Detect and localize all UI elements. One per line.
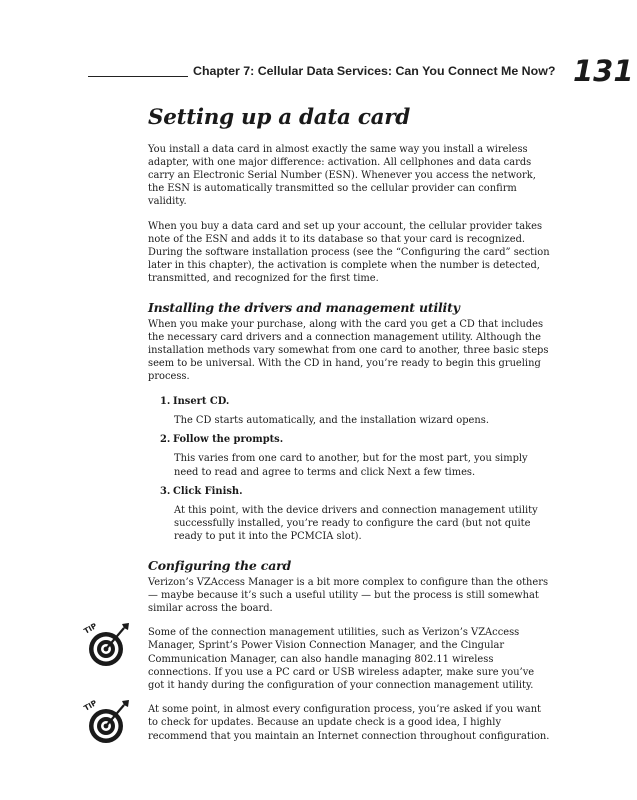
step-label: Follow the prompts. — [173, 434, 284, 446]
tip-block — [82, 698, 552, 743]
step-detail: The CD starts automatically, and the installation wizard opens. — [174, 414, 489, 426]
tip-target-icon — [82, 620, 132, 670]
step-label: Insert CD. — [173, 395, 230, 407]
step-number: 2. — [160, 434, 171, 446]
step-item — [148, 395, 552, 427]
tip-icon-label: TIP — [82, 698, 99, 713]
header-rule — [88, 76, 188, 77]
step-label: Click Finish. — [173, 485, 243, 497]
running-header: Chapter 7: Cellular Data Services: Can You Connect Me Now? — [193, 64, 556, 78]
tip-block — [82, 621, 552, 692]
page-number: 131 — [573, 54, 634, 88]
paragraph: When you buy a data card and set up your account, the cellular provider takes note of the ESN and adds it to its database so that your card is recognized. During the software installation process (see the “Configuring the card” section later in this chapter), the activation is complete when the number is detected, transmitted, and recognized for the first time. — [148, 220, 550, 285]
paragraph: Verizon’s VZAccess Manager is a bit more complex to configure than the others — maybe because it’s such a useful utility — but the process is still somewhat similar across the board. — [148, 576, 549, 614]
page-content — [82, 105, 552, 754]
section-title: Setting up a data card — [148, 105, 411, 130]
subsection-title: Configuring the card — [148, 557, 292, 573]
step-number: 3. — [160, 485, 171, 497]
step-item — [148, 485, 552, 544]
tip-target-icon — [82, 697, 132, 747]
step-detail: This varies from one card to another, but for the most part, you simply need to read and agree to terms and click Next a few times. — [174, 453, 528, 478]
tip-icon-label: TIP — [82, 621, 99, 636]
paragraph: You install a data card in almost exactly the same way you install a wireless adapter, with one major difference: activation. All cellphones and data cards carry an Electronic Serial Number (ESN). Whenever you access the network, the ESN is automatically transmitted so the cellular provider can confirm validity. — [148, 143, 536, 208]
subsection-title: Installing the drivers and management utility — [148, 299, 460, 315]
tip-text: At some point, in almost every configuration process, you’re asked if you want to check for updates. Because an update check is a good idea, I highly recommend that you maintain an Internet connection throughout configuration. — [148, 704, 550, 742]
steps-list — [148, 395, 552, 544]
step-number: 1. — [160, 395, 171, 407]
step-detail: At this point, with the device drivers and connection management utility successfully installed, you’re ready to configure the card (but not quite ready to put it into the PCMCIA slot). — [174, 504, 538, 543]
paragraph: When you make your purchase, along with the card you get a CD that includes the necessary card drivers and a connection management utility. Although the installation methods vary somewhat from one card to another, three basic steps seem to be universal. With the CD in hand, you’re ready to begin this grueling process. — [148, 318, 549, 383]
tip-text: Some of the connection management utilities, such as Verizon’s VZAccess Manager, Sprint’s Power Vision Connection Manager, and the Cingular Communication Manager, can also handle managing 802.11 wireless connections. If you use a PC card or USB wireless adapter, make sure you’ve got it handy during the configuration of your connection management utility. — [148, 627, 535, 691]
step-item — [148, 433, 552, 479]
